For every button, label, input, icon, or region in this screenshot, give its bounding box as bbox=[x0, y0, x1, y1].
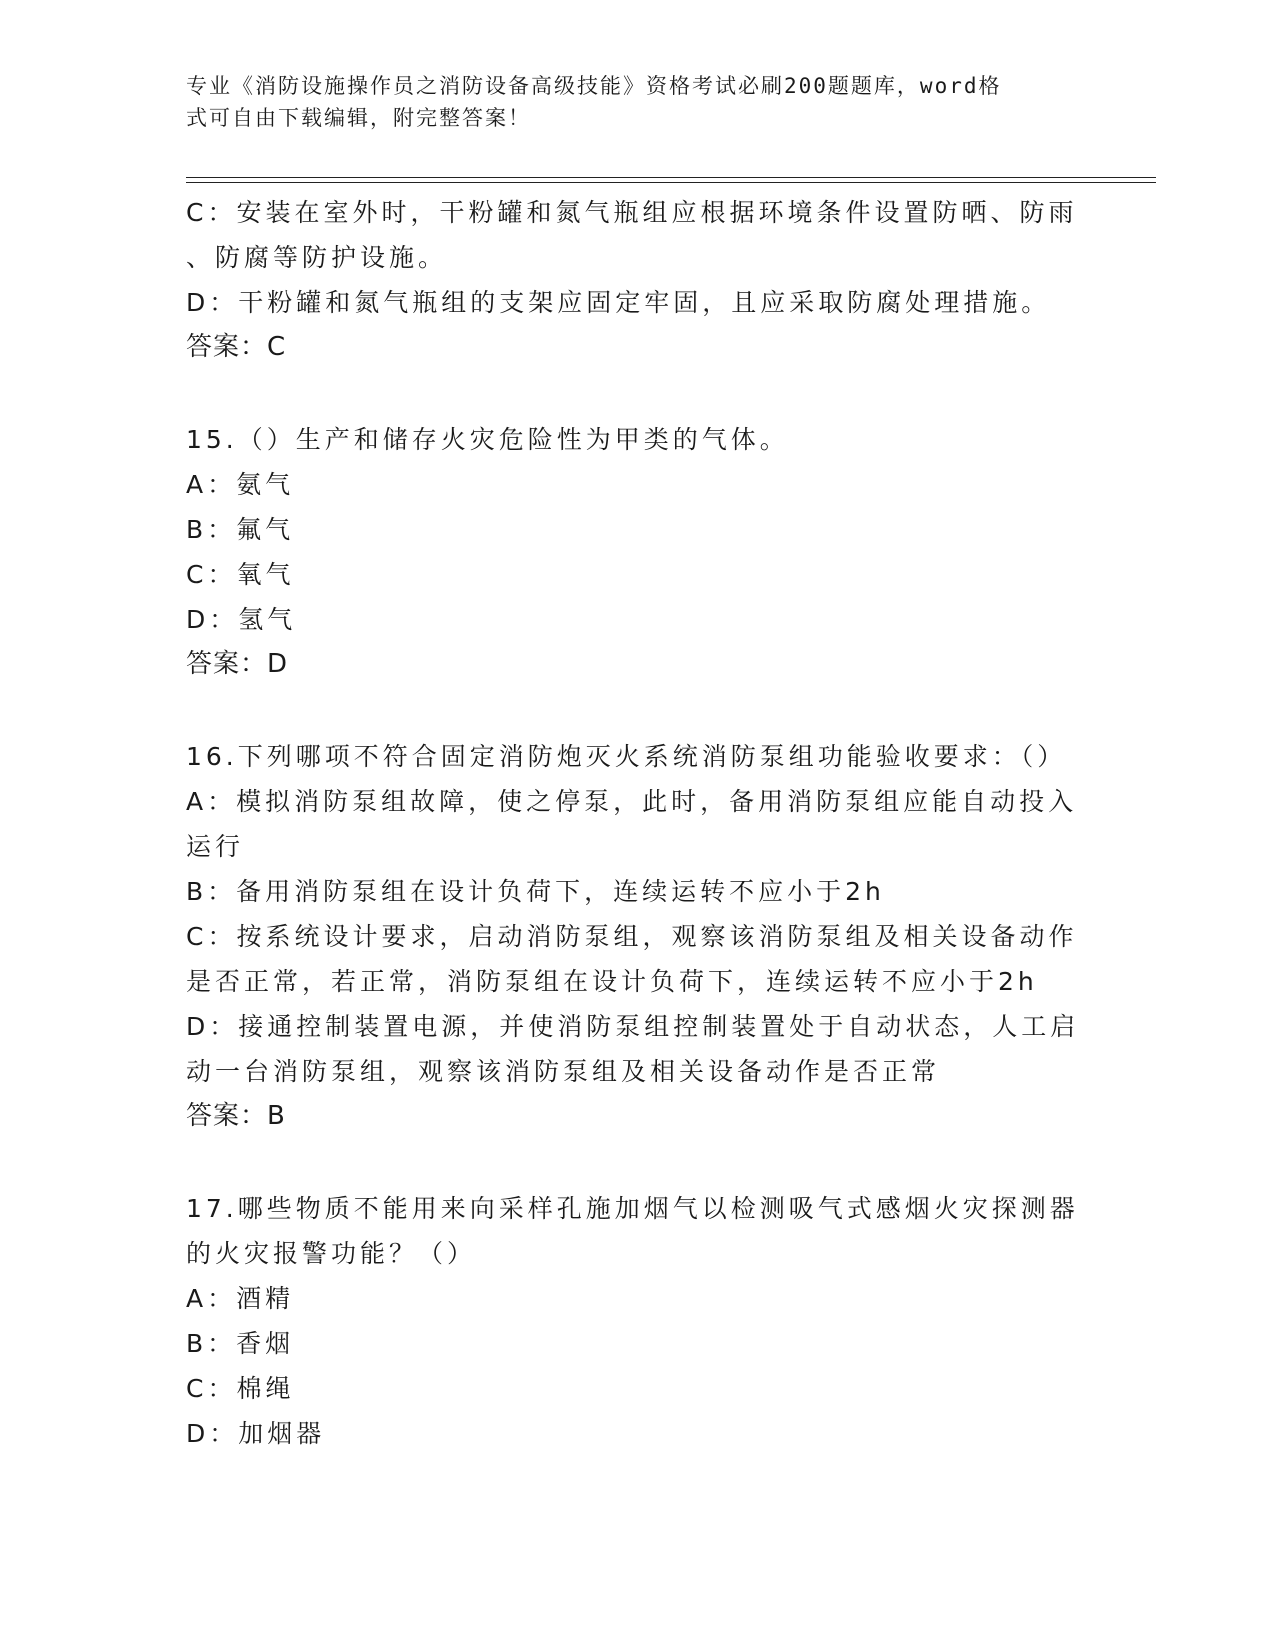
option-c-line-1: C：安装在室外时，干粉罐和氮气瓶组应根据环境条件设置防晒、防雨 bbox=[186, 198, 1078, 227]
question-17 bbox=[186, 1186, 1079, 1456]
option-c: C：棉绳 bbox=[186, 1374, 295, 1403]
header-divider bbox=[186, 177, 1156, 183]
option-d: D：氢气 bbox=[186, 605, 297, 634]
option-b: B：香烟 bbox=[186, 1329, 295, 1358]
header-line-1: 专业《消防设施操作员之消防设备高级技能》资格考试必刷200题题库，word格 bbox=[186, 74, 1002, 98]
option-c-line-2: 、防腐等防护设施。 bbox=[186, 243, 448, 272]
question-stem-line-1: 17.哪些物质不能用来向采样孔施加烟气以检测吸气式感烟火灾探测器 bbox=[186, 1194, 1079, 1223]
answer: 答案：C bbox=[186, 332, 287, 362]
spacer bbox=[186, 370, 1076, 417]
option-a: A：酒精 bbox=[186, 1284, 295, 1313]
option-a-line-1: A：模拟消防泵组故障，使之停泵，此时，备用消防泵组应能自动投入 bbox=[186, 787, 1078, 816]
option-d: D：干粉罐和氮气瓶组的支架应固定牢固，且应采取防腐处理措施。 bbox=[186, 288, 1051, 317]
option-b: B：氟气 bbox=[186, 515, 295, 544]
page-header bbox=[186, 70, 1066, 134]
spacer bbox=[186, 1139, 1076, 1186]
spacer bbox=[186, 687, 1076, 734]
header-line-2: 式可自由下载编辑，附完整答案！ bbox=[186, 106, 531, 130]
question-content bbox=[186, 190, 1080, 1456]
question-stem: 16.下列哪项不符合固定消防炮灭火系统消防泵组功能验收要求：（） bbox=[186, 742, 1067, 771]
question-16 bbox=[186, 734, 1080, 1139]
question-15 bbox=[186, 417, 1076, 687]
answer: 答案：D bbox=[186, 649, 289, 679]
answer: 答案：B bbox=[186, 1101, 286, 1131]
option-c: C：氧气 bbox=[186, 560, 295, 589]
option-b: B：备用消防泵组在设计负荷下，连续运转不应小于2h bbox=[186, 877, 885, 906]
option-c-line-1: C：按系统设计要求，启动消防泵组，观察该消防泵组及相关设备动作 bbox=[186, 922, 1078, 951]
option-d-line-1: D：接通控制装置电源，并使消防泵组控制装置处于自动状态，人工启 bbox=[186, 1012, 1080, 1041]
option-a: A：氨气 bbox=[186, 470, 295, 499]
option-c-line-2: 是否正常，若正常，消防泵组在设计负荷下，连续运转不应小于2h bbox=[186, 967, 1038, 996]
previous-question bbox=[186, 190, 1076, 370]
option-d-line-2: 动一台消防泵组，观察该消防泵组及相关设备动作是否正常 bbox=[186, 1057, 941, 1086]
question-stem-line-2: 的火灾报警功能？（） bbox=[186, 1239, 477, 1268]
option-d: D：加烟器 bbox=[186, 1419, 326, 1448]
question-stem: 15.（）生产和储存火灾危险性为甲类的气体。 bbox=[186, 425, 789, 454]
option-a-line-2: 运行 bbox=[186, 832, 245, 861]
